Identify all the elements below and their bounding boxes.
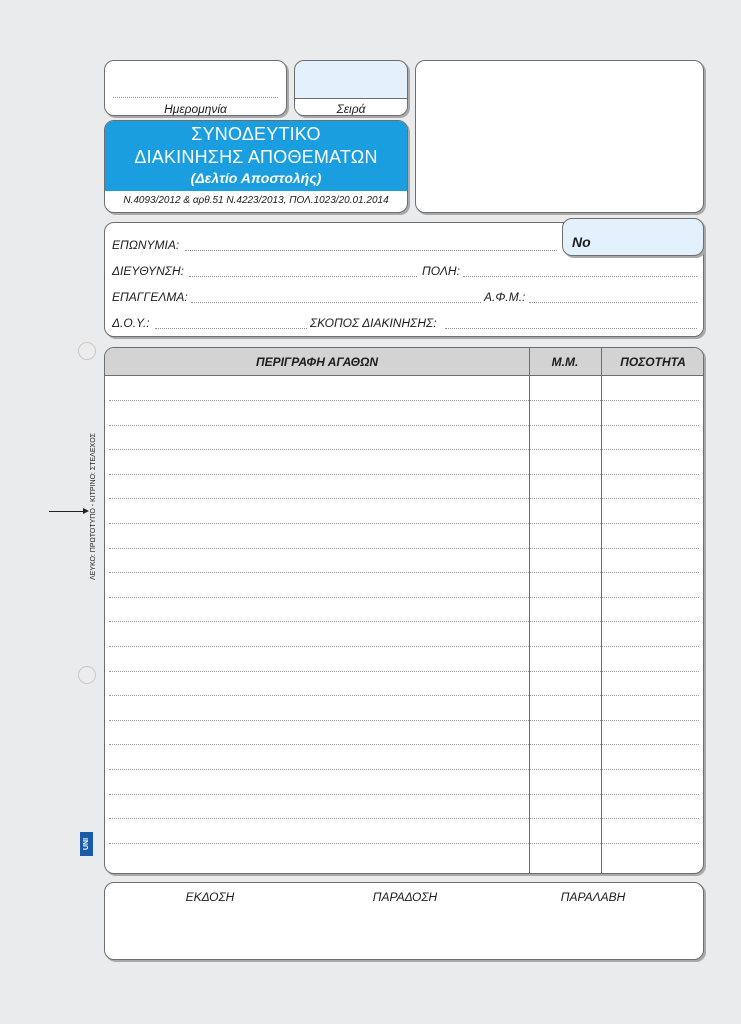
series-divider bbox=[295, 98, 407, 99]
brand-logo: UNI bbox=[80, 832, 93, 856]
table-row[interactable] bbox=[109, 400, 699, 401]
column-unit: Μ.Μ. bbox=[551, 355, 579, 369]
arrow-head-icon bbox=[83, 508, 89, 514]
delivery-signature-label: ΠΑΡΑΔΟΣΗ bbox=[372, 890, 438, 904]
law-reference: Ν.4093/2012 & αρθ.51 Ν.4223/2013, ΠΟΛ.1023/20.01.2014 bbox=[123, 195, 389, 206]
document-title-block bbox=[104, 120, 408, 213]
table-row[interactable] bbox=[109, 449, 699, 450]
signatures-block bbox=[104, 882, 704, 960]
table-row[interactable] bbox=[109, 843, 699, 844]
table-row[interactable] bbox=[109, 523, 699, 524]
table-row[interactable] bbox=[109, 572, 699, 573]
issue-signature-label: ΕΚΔΟΣΗ bbox=[185, 890, 235, 904]
tax-office-label: Δ.Ο.Υ.: bbox=[112, 316, 150, 330]
column-description: ΠΕΡΙΓΡΑΦΗ ΑΓΑΘΩΝ bbox=[255, 355, 379, 369]
arrow-icon bbox=[49, 511, 85, 512]
table-row[interactable] bbox=[109, 425, 699, 426]
address-label: ΔΙΕΥΘΥΝΣΗ: bbox=[112, 264, 184, 278]
column-quantity: ΠΟΣΟΤΗΤΑ bbox=[620, 355, 686, 369]
date-label: Ημερομηνία bbox=[164, 102, 227, 116]
title-subtitle: (Δελτίο Αποστολής) bbox=[190, 170, 322, 186]
title-line-1: ΣΥΝΟΔΕΥΤΙΚΟ bbox=[191, 124, 321, 144]
name-label: ΕΠΩΝΥΜΙΑ: bbox=[112, 238, 180, 252]
receipt-signature-label: ΠΑΡΑΛΑΒΗ bbox=[560, 890, 626, 904]
date-field[interactable] bbox=[104, 60, 287, 116]
tax-office-field[interactable] bbox=[155, 328, 307, 329]
table-row[interactable] bbox=[109, 818, 699, 819]
profession-field[interactable] bbox=[191, 302, 481, 303]
address-field[interactable] bbox=[189, 276, 417, 277]
copy-note: ΛΕΥΚΟ: ΠΡΩΤΟΤΥΠΟ - ΚΙΤΡΙΝΟ: ΣΤΕΛΕΧΟΣ bbox=[90, 433, 97, 580]
series-field[interactable] bbox=[294, 60, 408, 116]
table-row[interactable] bbox=[109, 597, 699, 598]
table-row[interactable] bbox=[109, 794, 699, 795]
table-row[interactable] bbox=[109, 769, 699, 770]
document-number-field[interactable] bbox=[562, 218, 704, 256]
name-field[interactable] bbox=[185, 250, 557, 251]
city-field[interactable] bbox=[463, 276, 697, 277]
binder-hole-bottom bbox=[78, 666, 96, 684]
table-row[interactable] bbox=[109, 646, 699, 647]
table-row[interactable] bbox=[109, 671, 699, 672]
series-label: Σειρά bbox=[336, 102, 366, 116]
table-row[interactable] bbox=[109, 744, 699, 745]
title-line-2: ΔΙΑΚΙΝΗΣΗΣ ΑΠΟΘΕΜΑΤΩΝ bbox=[134, 147, 378, 167]
table-row[interactable] bbox=[109, 720, 699, 721]
binder-hole-top bbox=[78, 342, 96, 360]
purpose-field[interactable] bbox=[445, 328, 697, 329]
table-row[interactable] bbox=[109, 548, 699, 549]
table-row[interactable] bbox=[109, 474, 699, 475]
goods-table bbox=[104, 347, 704, 874]
table-row[interactable] bbox=[109, 498, 699, 499]
date-line bbox=[113, 97, 278, 98]
table-header bbox=[105, 348, 703, 376]
table-row[interactable] bbox=[109, 695, 699, 696]
issuer-details-area[interactable] bbox=[415, 60, 704, 213]
vat-field[interactable] bbox=[529, 302, 697, 303]
profession-label: ΕΠΑΓΓΕΛΜΑ: bbox=[112, 290, 188, 304]
vat-label: Α.Φ.Μ.: bbox=[484, 290, 526, 304]
number-label: Νο bbox=[572, 234, 591, 250]
table-row[interactable] bbox=[109, 621, 699, 622]
title-banner bbox=[105, 121, 407, 191]
city-label: ΠΟΛΗ: bbox=[422, 264, 460, 278]
purpose-label: ΣΚΟΠΟΣ ΔΙΑΚΙΝΗΣΗΣ: bbox=[310, 316, 437, 330]
